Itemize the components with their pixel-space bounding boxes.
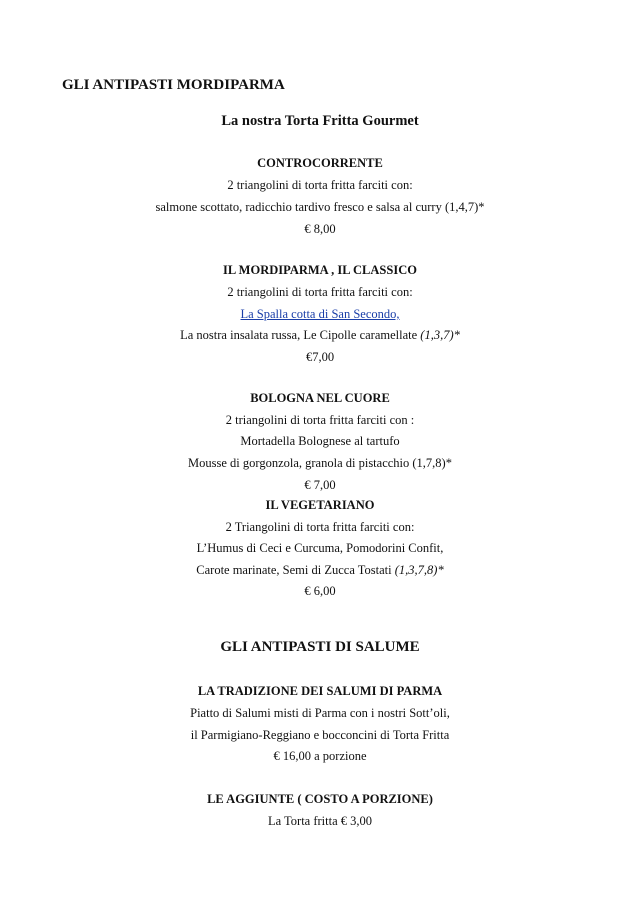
item-description: il Parmigiano-Reggiano e bocconcini di Torta Fritta [190,728,450,742]
item-price: €7,00 [305,350,335,364]
item-description: Piatto di Salumi misti di Parma con i nostri Sott’oli, [190,706,450,720]
item-link-spalla-cotta[interactable] [0,306,640,322]
section-heading-aggiunte: LE AGGIUNTE ( COSTO A PORZIONE) [207,792,433,806]
item-description: Mousse di gorgonzola, granola di pistacchio (1,7,8)* [188,456,452,470]
item-description: 2 triangolini di torta fritta farciti con: [227,285,413,299]
item-price: € 16,00 a porzione [273,749,367,763]
item-allergens: (1,3,7)* [420,328,460,342]
subheading-torta-fritta: La nostra Torta Fritta Gourmet [221,113,419,129]
item-price: € 7,00 [304,478,336,492]
item-price: € 6,00 [304,584,336,598]
spalla-cotta-link[interactable]: La Spalla cotta di San Secondo, [240,307,400,321]
item-name-controcorrente: CONTROCORRENTE [257,156,383,170]
item-description: La Torta fritta € 3,00 [267,814,373,828]
section-heading-antipasti: GLI ANTIPASTI MORDIPARMA [62,77,285,93]
item-description [0,327,640,343]
item-description-text: La nostra insalata russa, Le Cipolle caramellate [180,328,421,342]
item-allergens: (1,3,7,8)* [394,563,444,577]
item-description: 2 Triangolini di torta fritta farciti con: [225,520,415,534]
item-description: 2 triangolini di torta fritta farciti con: [227,178,413,192]
item-description: L’Humus di Ceci e Curcuma, Pomodorini Confit, [196,541,444,555]
item-price: € 8,00 [304,222,336,236]
item-name-tradizione: LA TRADIZIONE DEI SALUMI DI PARMA [197,684,443,698]
item-description: salmone scottato, radicchio tardivo fresco e salsa al curry (1,4,7)* [155,200,485,214]
item-description: 2 triangolini di torta fritta farciti con : [225,413,415,427]
section-heading-salume: GLI ANTIPASTI DI SALUME [220,639,420,655]
item-description-text: Carote marinate, Semi di Zucca Tostati [196,563,395,577]
item-name-bologna: BOLOGNA NEL CUORE [250,391,390,405]
item-name-mordiparma: IL MORDIPARMA , IL CLASSICO [223,263,417,277]
item-name-vegetariano: IL VEGETARIANO [265,498,375,512]
item-description [0,562,640,578]
item-description: Mortadella Bolognese al tartufo [240,434,400,448]
